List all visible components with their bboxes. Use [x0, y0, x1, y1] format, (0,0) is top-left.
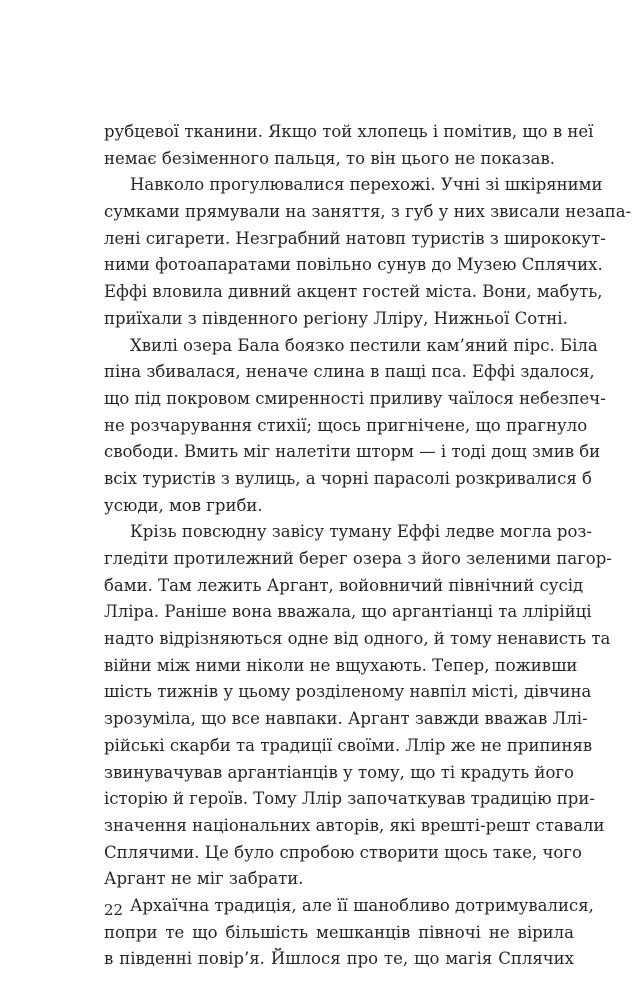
text-line: надто відрізняються одне від одного, й тому ненависть та	[104, 629, 611, 649]
text-line: в південні повір’я. Йшлося про те, що магія Сплячих	[104, 949, 574, 969]
text-line: звинувачував аргантіанців у тому, що ті крадуть його	[104, 762, 574, 782]
text-line: сумками прямували на заняття, з губ у них звисали незапа-	[104, 202, 632, 222]
text-line: піна збивалася, неначе слина в пащі пса. Еффі здалося,	[104, 362, 595, 382]
text-line: немає безіменного пальця, то він цього не показав.	[104, 148, 555, 168]
text-line: ними фотоапаратами повільно сунув до Музею Сплячих.	[104, 255, 603, 275]
text-line: значення національних авторів, які врешті-решт ставали	[104, 815, 605, 835]
text-line: Аргант не міг забрати.	[104, 869, 304, 889]
text-line: Сплячими. Це було спробою створити щось таке, чого	[104, 842, 582, 862]
text-line: що під покровом смиренності приливу чаїлося небезпеч-	[104, 388, 606, 408]
text-line: приїхали з південного регіону Лліру, Нижньої Сотні.	[104, 308, 568, 328]
text-line: попри те що більшість мешканців півночі не вірила	[104, 922, 574, 942]
text-line: Еффі вловила дивний акцент гостей міста. Вони, мабуть,	[104, 282, 603, 302]
body-text	[104, 119, 632, 973]
text-line: бами. Там лежить Аргант, войовничий північний сусід	[104, 575, 584, 595]
page-number: 22	[104, 901, 124, 919]
text-line: зрозуміла, що все навпаки. Аргант завжди вважав Ллі-	[104, 709, 588, 729]
text-line: усюди, мов гриби.	[104, 495, 263, 515]
text-line: Лліра. Раніше вона вважала, що аргантіанці та ллірійці	[104, 602, 592, 622]
text-line: всіх туристів з вулиць, а чорні парасолі розкривалися б	[104, 468, 592, 488]
text-line: рійські скарби та традиції своїми. Ллір же не припиняв	[104, 735, 593, 755]
text-line: Архаїчна традиція, але її шанобливо дотримувалися,	[130, 895, 594, 915]
text-line: Хвилі озера Бала боязко пестили кам’яний пірс. Біла	[130, 335, 598, 355]
text-line: Крізь повсюдну завісу туману Еффі ледве могла роз-	[130, 522, 592, 542]
text-line: гледіти протилежний берег озера з його зеленими пагор-	[104, 549, 612, 568]
text-line: війни між ними ніколи не вщухають. Тепер, поживши	[104, 655, 578, 675]
text-line: історію й героїв. Тому Ллір започаткував традицію при-	[104, 789, 595, 809]
text-line: рубцевої тканини. Якщо той хлопець і помітив, що в неї	[104, 122, 594, 141]
text-line: лені сигарети. Незграбний натовп туристів з ширококут-	[104, 228, 606, 248]
text-line: Навколо прогулювалися перехожі. Учні зі шкіряними	[130, 175, 603, 195]
text-line: свободи. Вмить міг налетіти шторм — і тоді дощ змив би	[104, 442, 601, 462]
text-line: шість тижнів у цьому розділеному навпіл місті, дівчина	[104, 682, 592, 702]
text-line: не розчарування стихії; щось пригнічене, що прагнуло	[104, 415, 588, 435]
